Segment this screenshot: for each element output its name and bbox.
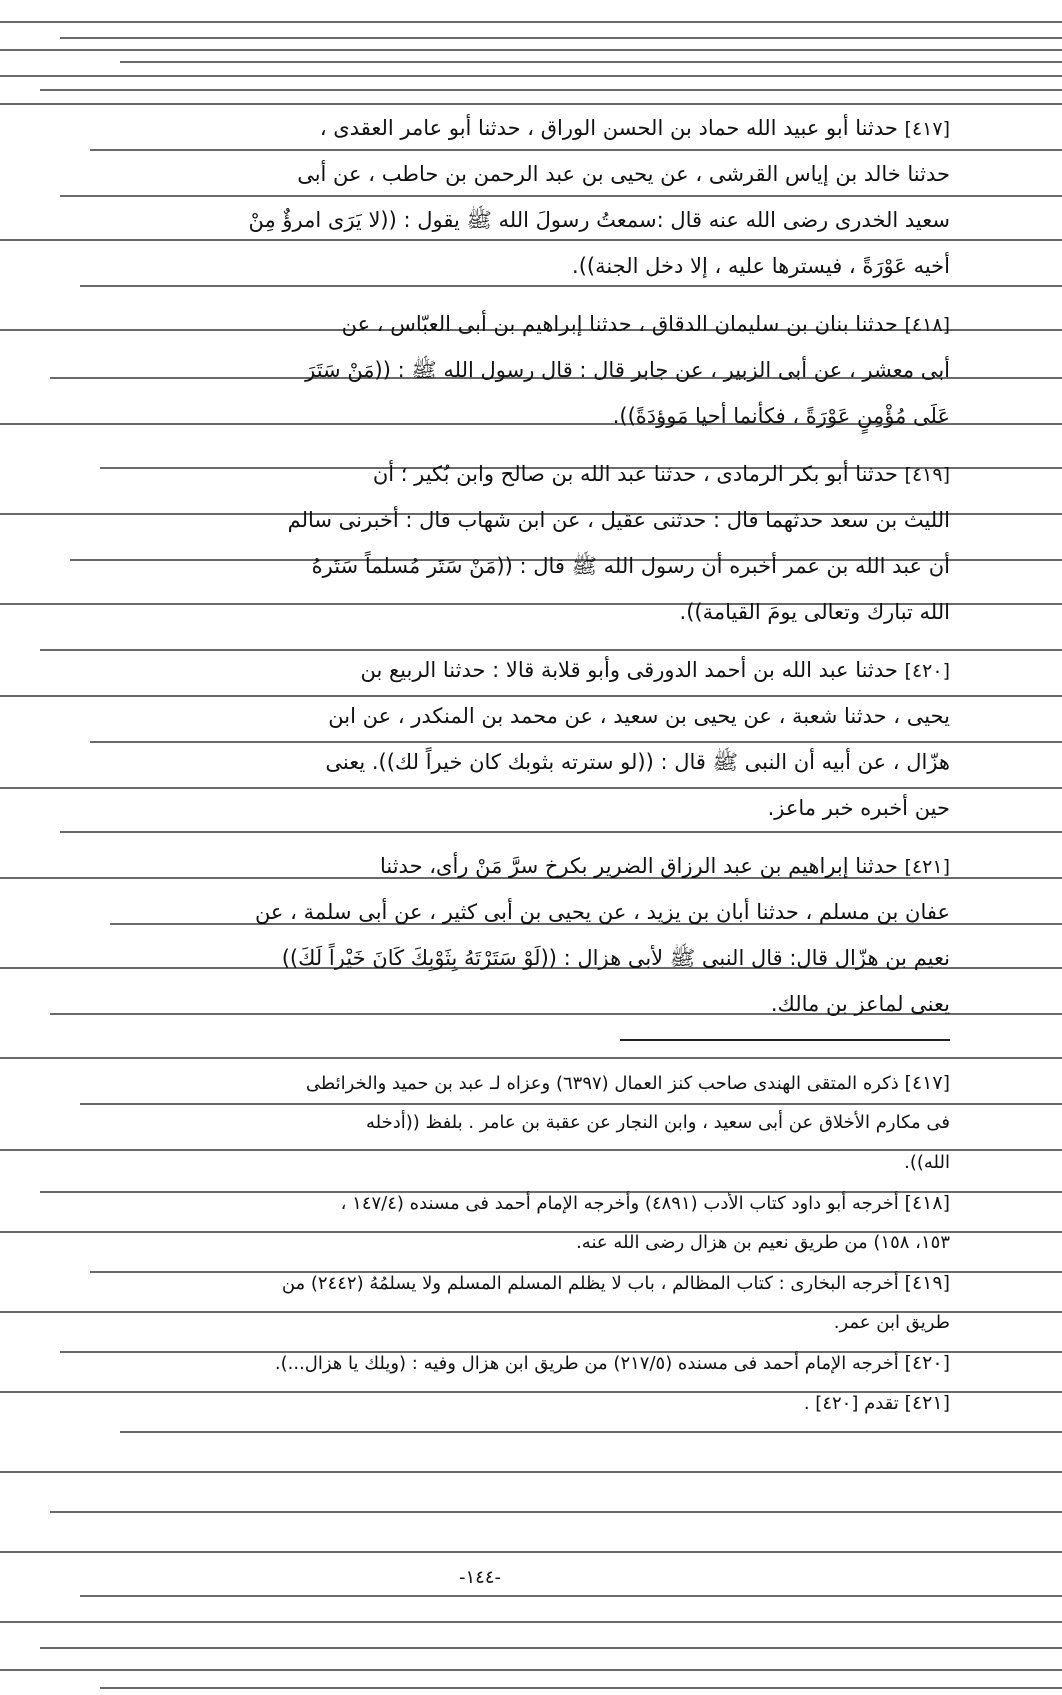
hadith-paragraph-text: عفان بن مسلم ، حدثنا أبان بن يزيد ، عن يحيى بن أبى كثير ، عن أبى سلمة ، عن: [254, 900, 950, 924]
hadith-paragraph-line: [70, 785, 950, 831]
hadith-paragraph: [70, 105, 950, 289]
footnote-text: أخرجه البخارى : كتاب المظالم ، باب لا يظلم المسلم المسلم ولا يسلمُهُ (٢٤٤٢) من: [281, 1273, 899, 1294]
hadith-paragraph-number: [٤١٧]: [904, 118, 950, 140]
hadith-paragraph-text: أبى معشر ، عن أبى الزبير ، عن جابر قال : قال رسول الله ﷺ : ((مَنْ سَتَرَ: [305, 358, 950, 382]
footnote-text: ١٥٣، ١٥٨) من طريق نعيم بن هزال رضى الله عنه.: [576, 1232, 950, 1253]
hadith-paragraph-text: حدثنا إبراهيم بن عبد الرزاق الضرير بكرخ سرَّ مَنْ رأى، حدثنا: [379, 854, 898, 878]
footnote-number: [٤٢٠]: [904, 1352, 950, 1374]
hadith-paragraph-line: [70, 647, 950, 693]
hadith-paragraph-number: [٤١٩]: [904, 464, 950, 486]
hadith-paragraph-text: يحيى ، حدثنا شعبة ، عن يحيى بن سعيد ، عن محمد بن المنكدر ، عن ابن: [328, 704, 950, 728]
hadith-paragraph-number: [٤٢٠]: [904, 660, 950, 682]
hadith-paragraph-line: [70, 935, 950, 981]
footnote-line: [70, 1303, 950, 1343]
hadith-paragraph: [70, 301, 950, 439]
hadith-paragraph-line: [70, 243, 950, 289]
footnote-number: [٤٢١]: [904, 1392, 950, 1414]
footnote: [70, 1343, 950, 1383]
hadith-paragraph: [70, 843, 950, 1027]
footnote-text: ذكره المتقى الهندى صاحب كنز العمال (٦٣٩٧) وعزاه لـ عبد بن حميد والخرائطى: [305, 1073, 899, 1094]
footnote-text: تقدم [٤٢٠] .: [803, 1393, 899, 1414]
hadith-paragraph-text: هزّال ، عن أبيه أن النبى ﷺ قال : ((لو سترته بثوبك كان خيراً لك)). يعنى: [325, 750, 950, 774]
hadith-paragraph-text: الله تبارك وتعالى يومَ القيامة)).: [679, 600, 950, 624]
hadith-paragraph-line: [70, 889, 950, 935]
hadith-paragraph-text: نعيم بن هزّال قال: قال النبى ﷺ لأبى هزال : ((لَوْ سَتَرْتَهُ بِثَوْبِكَ كَانَ خَيْراً لَكَ)): [281, 946, 950, 970]
footnote-number: [٤١٨]: [904, 1192, 950, 1214]
hadith-paragraph-text: حين أخبره خبر ماعز.: [767, 796, 950, 820]
hadith-paragraph-line: [70, 301, 950, 347]
hadith-paragraph-number: [٤٢١]: [904, 856, 950, 878]
footnote-line: [70, 1223, 950, 1263]
footnote-text: أخرجه الإمام أحمد فى مسنده (٢١٧/٥) من طريق ابن هزال وفيه : (ويلك يا هزال...).: [274, 1353, 899, 1374]
hadith-paragraph-line: [70, 347, 950, 393]
footnote-line: [70, 1383, 950, 1423]
footnote-text: فى مكارم الأخلاق عن أبى سعيد ، وابن النجار عن عقبة بن عامر . بلفظ ((أدخله: [365, 1112, 950, 1133]
footnote: [70, 1183, 950, 1263]
hadith-paragraph-line: [70, 197, 950, 243]
footnote-separator: [620, 1039, 950, 1041]
hadith-paragraph-text: أن عبد الله بن عمر أخبره أن رسول الله ﷺ قال : ((مَنْ سَتَر مُسلماً سَتَرهُ: [311, 554, 950, 578]
footnote-number: [٤١٩]: [904, 1272, 950, 1294]
book-page: [70, 105, 950, 1423]
footnote-text: أخرجه أبو داود كتاب الأدب (٤٨٩١) وأخرجه الإمام أحمد فى مسنده (١٤٧/٤ ،: [340, 1193, 899, 1214]
hadith-paragraph-line: [70, 105, 950, 151]
hadith-paragraph-number: [٤١٨]: [904, 314, 950, 336]
hadith-paragraph-text: أخيه عَوْرَةً ، فيسترها عليه ، إلا دخل الجنة)).: [572, 254, 950, 278]
hadith-list: [70, 105, 950, 1027]
hadith-paragraph-text: يعنى لماعز بن مالك.: [770, 992, 950, 1016]
hadith-paragraph: [70, 451, 950, 635]
hadith-paragraph-line: [70, 693, 950, 739]
footnote: [70, 1383, 950, 1423]
page-number: -١٤٤-: [458, 1567, 501, 1588]
footnote-line: [70, 1263, 950, 1303]
hadith-paragraph-line: [70, 151, 950, 197]
hadith-paragraph-text: سعيد الخدرى رضى الله عنه قال :سمعتُ رسولَ الله ﷺ يقول : ((لا يَرَى امرؤٌ مِنْ: [248, 208, 950, 232]
hadith-paragraph-text: حدثنا عبد الله بن أحمد الدورقى وأبو قلابة قالا : حدثنا الربيع بن: [360, 658, 898, 682]
footnote: [70, 1263, 950, 1343]
footnote: [70, 1063, 950, 1183]
hadith-paragraph-line: [70, 843, 950, 889]
footnote-line: [70, 1343, 950, 1383]
footnote-text: طريق ابن عمر.: [833, 1312, 950, 1333]
hadith-paragraph-text: عَلَى مُؤْمِنٍ عَوْرَةً ، فكأنما أحيا مَوؤدَةً)).: [612, 404, 950, 428]
footnote-list: [70, 1063, 950, 1423]
footnote-text: الله)).: [904, 1152, 950, 1173]
hadith-paragraph-text: الليث بن سعد حدثهما قال : حدثنى عقيل ، عن ابن شهاب قال : أخبرنى سالم: [287, 508, 950, 532]
hadith-paragraph-text: حدثنا أبو عبيد الله حماد بن الحسن الوراق ، حدثنا أبو عامر العقدى ،: [319, 116, 898, 140]
footnote-line: [70, 1183, 950, 1223]
hadith-paragraph-text: حدثنا أبو بكر الرمادى ، حدثنا عبد الله بن صالح وابن بُكير ؛ أن: [372, 462, 898, 486]
hadith-paragraph-line: [70, 451, 950, 497]
footnote-line: [70, 1063, 950, 1103]
hadith-paragraph-line: [70, 589, 950, 635]
hadith-paragraph: [70, 647, 950, 831]
footnote-line: [70, 1143, 950, 1183]
hadith-paragraph-text: حدثنا بنان بن سليمان الدقاق ، حدثنا إبراهيم بن أبى العبّاس ، عن: [341, 312, 898, 336]
hadith-paragraph-line: [70, 497, 950, 543]
hadith-paragraph-line: [70, 543, 950, 589]
hadith-paragraph-line: [70, 981, 950, 1027]
hadith-paragraph-line: [70, 393, 950, 439]
footnote-number: [٤١٧]: [904, 1072, 950, 1094]
footnote-line: [70, 1103, 950, 1143]
hadith-paragraph-text: حدثنا خالد بن إياس القرشى ، عن يحيى بن عبد الرحمن بن حاطب ، عن أبى: [297, 162, 950, 186]
hadith-paragraph-line: [70, 739, 950, 785]
